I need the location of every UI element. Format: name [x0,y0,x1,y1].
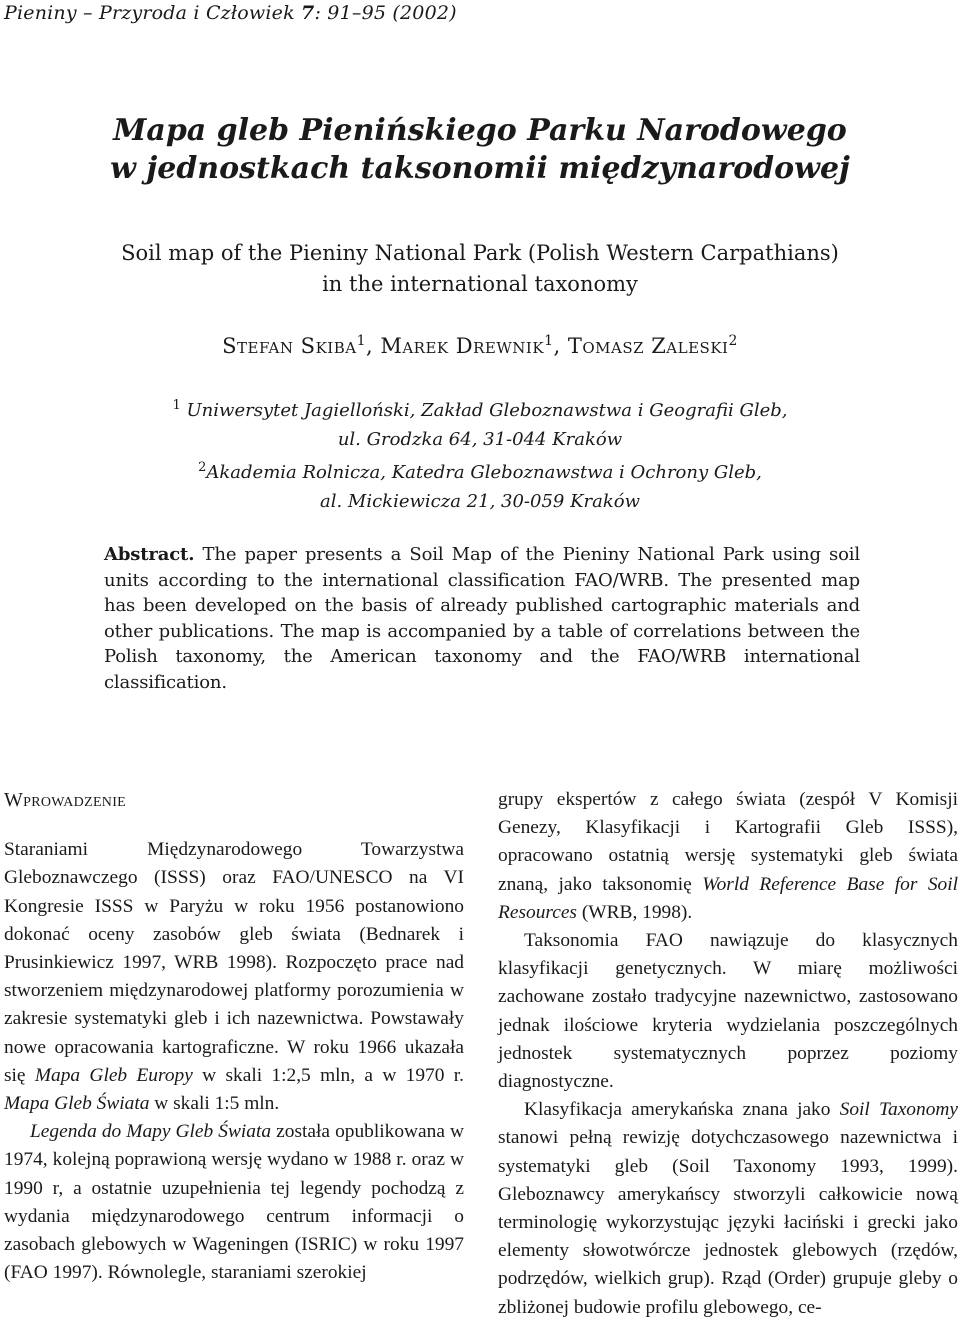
title-line-2: w jednostkach taksonomii międzynarodowej [110,151,850,186]
abstract-text: The paper presents a Soil Map of the Pieniny National Park using soil units according to the international classification FAO/WRB. The presented map has been developed on the basis of already published cartographic materials and other publications. The map is accompanied by a table of correlations between the Polish taxonomy, the American taxonomy and the FAO/WRB international classification. [104,544,861,693]
left-column [4,786,464,1287]
affil-1-line-1: Uniwersytet Jagielloński, Zakład Gleboznawstwa i Geografii Gleb, [186,400,788,421]
right-p3-italic: Soil Taxonomy [839,1099,958,1121]
left-paragraph-1 [4,836,464,1118]
author-1-affil: 1 [356,333,366,349]
paper-title [0,112,960,188]
affil-2-line-1: Akademia Rolnicza, Katedra Gleboznawstwa i Ochrony Gleb, [206,462,762,483]
section-heading: Wprowadzenie [4,789,127,811]
left-p2-italic: Legenda do Mapy Gleb Świata [30,1121,272,1143]
journal-pages: : 91–95 (2002) [314,2,457,24]
english-title-line-1: Soil map of the Pieniny National Park (Polish Western Carpathians) [121,241,839,265]
abstract-label: Abstract. [104,544,195,565]
right-paragraph-1 [498,786,958,927]
english-title [0,238,960,300]
author-2-affil: 1 [544,333,554,349]
affil-1-marker: 1 [172,398,181,413]
author-1: Stefan Skiba [222,334,357,358]
left-p1-text: Staraniami Międzynarodowego Towarzystwa Gleboznawczego (ISSS) oraz FAO/UNESCO na VI Kongresie ISSS w Paryżu w roku 1956 postanowiono dokonać oceny zasobów gleb świata (Bednarek i Prusinkiewicz 1997, WRB 1998). Rozpoczęto prace nad stworzeniem międzynarodowej platformy porozumienia w zakresie systematyki gleb i ich nazewnictwa. Powstawały nowe opracowania kartograficzne. W roku 1966 ukazała się [4,839,464,1086]
right-p1-text: grupy ekspertów z całego świata (zespół V Komisji Genezy, Klasyfikacji i Kartografii Gleb ISSS), opracowano ostatnią wersję systematyki gleb świata znaną, jako taksonomię [498,789,958,895]
affil-2-marker: 2 [198,460,207,475]
affil-2-line-2: al. Mickiewicza 21, 30-059 Kraków [319,490,641,512]
author-list: Stefan Skiba$^1$, Marek Drewnik$^1$, Tomasz Zaleski$^2$ [222,333,738,358]
left-p1-italic-2: Mapa Gleb Świata [4,1093,150,1115]
left-p1-text-c: w skali 1:5 mln. [149,1093,280,1115]
english-title-line-2: in the international taxonomy [322,272,638,296]
abstract [104,542,860,695]
journal-volume: 7 [301,2,315,24]
running-head [4,2,457,24]
left-p1-italic-1: Mapa Gleb Europy [34,1064,193,1086]
right-paragraph-3 [498,1096,958,1322]
journal-name: Pieniny – Przyroda i Człowiek [4,2,295,24]
right-p1-text-b: (WRB, 1998). [576,901,693,923]
author-3: Tomasz Zaleski [567,334,729,358]
left-p1-text-b: w skali 1:2,5 mln, a w 1970 r. [192,1064,465,1086]
right-column [498,786,958,1322]
right-p1-italic: World Reference Base for Soil Resources [498,873,959,923]
left-p2-text: została opublikowana w 1974, kolejną poprawioną wersję wydano w 1988 r. oraz w 1990 r, a ostatnie uzupełnienia tej legendy pochodzą z wydania międzynarodowego centrum informacji o zasobach glebowych w Wageningen (ISRIC) w roku 1997 (FAO 1997). Równolegle, staraniami szerokiej [4,1121,464,1284]
right-p3-text-b: stanowi pełną rewizję dotychczasowego nazewnictwa i systematyki gleb (Soil Taxonomy 1993, 1999). Gleboznawcy amerykańscy stworzyli całkowicie nową terminologię wykorzystując języki łaciński i grecki jako elementy słowotwórcze jednostek glebowych (rzędów, podrzędów, wielkich grup). Rząd (Order) grupuje gleby o zbliżonej budowie profilu glebowego, ce- [498,1127,958,1318]
left-paragraph-2 [4,1118,464,1287]
author-2: Marek Drewnik [380,334,545,358]
author-3-affil: 2 [728,333,738,349]
affiliations [0,392,960,516]
right-p3-text: Klasyfikacja amerykańska znana jako [524,1099,840,1121]
right-paragraph-2: Taksonomia FAO nawiązuje do klasycznych klasyfikacji genetycznych. W miarę możliwości zachowane zostało tradycyjne nazewnictwo, zastosowano jednak ilościowe kryteria wydzielania poszczególnych jednostek systematycznych poprzez poziomy diagnostyczne. [498,930,958,1093]
affil-1-line-2: ul. Grodzka 64, 31-044 Kraków [337,428,623,450]
title-line-1: Mapa gleb Pienińskiego Parku Narodowego [113,113,847,148]
